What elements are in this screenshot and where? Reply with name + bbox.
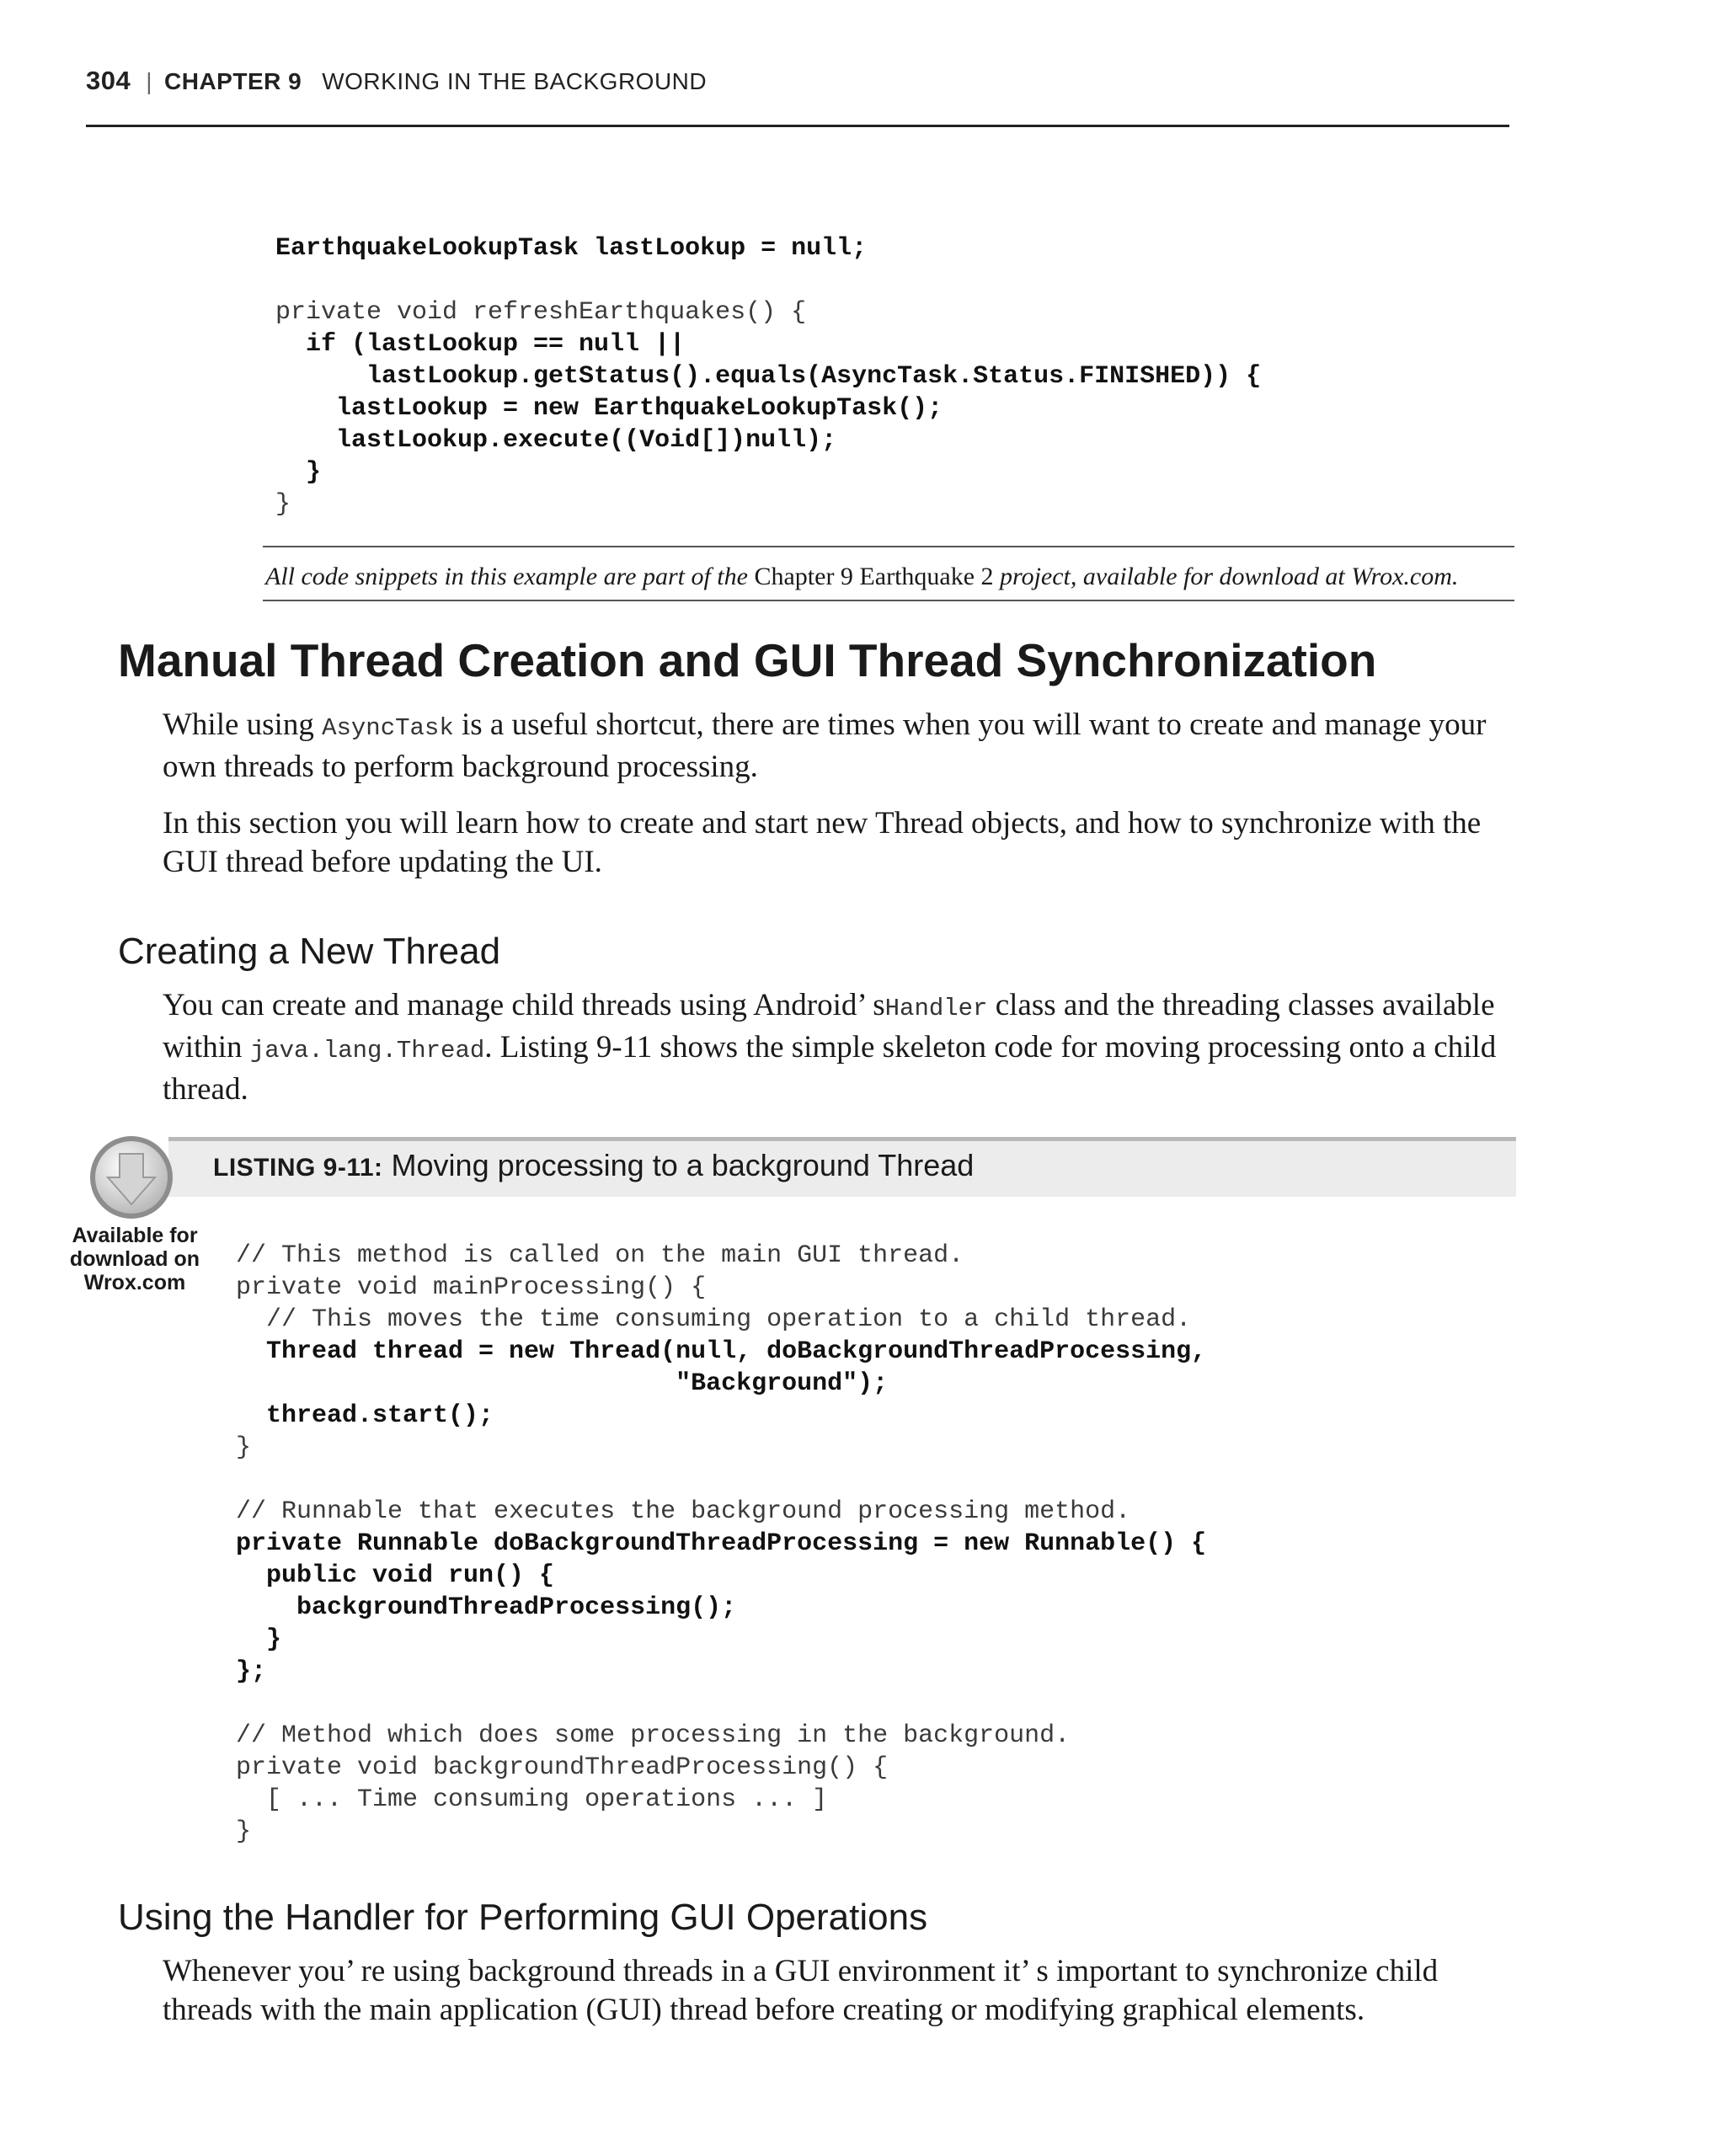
code-line: if (lastLookup == null ||: [275, 330, 686, 359]
page-number: 304: [86, 66, 131, 95]
code-line: private void refreshEarthquakes() {: [275, 298, 807, 327]
code-line: };: [236, 1657, 267, 1686]
listing-title: [213, 1148, 974, 1183]
download-line-2: download on: [69, 1247, 200, 1271]
code-line: // Runnable that executes the background processing method.: [236, 1497, 1131, 1526]
code-line: backgroundThreadProcessing();: [236, 1593, 737, 1622]
code-line: }: [275, 490, 291, 519]
download-arrow-icon: [88, 1134, 175, 1221]
code-line: private Runnable doBackgroundThreadProcessing = new Runnable() {: [236, 1529, 1207, 1558]
download-availability-text: [67, 1224, 202, 1294]
code-line: }: [275, 458, 322, 487]
sub1-code-handler: Handler: [884, 995, 988, 1022]
download-line-1: Available for: [72, 1224, 198, 1247]
download-line-3: Wrox.com: [83, 1271, 186, 1294]
sub1-text-c: . Listing 9-11 shows the simple skeleton code for moving processing onto a child thread.: [163, 1030, 1497, 1107]
code-line: public void run() {: [236, 1561, 555, 1590]
listing-label: LISTING 9-11:: [213, 1154, 383, 1182]
code-line: }: [236, 1817, 252, 1846]
running-header: [86, 66, 707, 96]
note-bottom-rule: [263, 600, 1514, 601]
note-text-italic-2: project, available for download at Wrox.com.: [1000, 563, 1459, 590]
subsection-paragraph-new-thread: [163, 986, 1519, 1109]
listing-caption: Moving processing to a background Thread: [382, 1148, 975, 1182]
section-paragraph-2: In this section you will learn how to create and start new Thread objects, and how to synchronize with the GUI thread before updating the UI.: [163, 806, 1482, 879]
code-line: // This method is called on the main GUI thread.: [236, 1241, 964, 1270]
code-line: EarthquakeLookupTask lastLookup = null;: [275, 234, 868, 263]
note-project-name: Chapter 9 Earthquake 2: [747, 563, 1001, 590]
subsection-heading-new-thread: Creating a New Thread: [118, 931, 501, 972]
p1-code-asynctask: AsyncTask: [322, 714, 454, 742]
code-line: thread.start();: [236, 1401, 494, 1430]
header-rule: [86, 125, 1509, 127]
note-text-italic-1: All code snippets in this example are part of the: [265, 563, 748, 590]
code-line: private void backgroundThreadProcessing() {: [236, 1753, 889, 1782]
subsection-paragraph-handler: Whenever you’ re using background threads in a GUI environment it’ s important to synchronize child threads with the main application (GUI) thread before creating or modifying graphical elements.: [163, 1954, 1439, 2027]
sub1-text-b: class and the threading classes available within: [163, 988, 1495, 1065]
code-block-listing-9-11: [236, 1240, 1206, 1848]
code-line: lastLookup = new EarthquakeLookupTask();: [275, 394, 943, 423]
code-line: }: [236, 1433, 252, 1462]
code-line: // This moves the time consuming operation to a child thread.: [236, 1305, 1192, 1334]
code-line: [ ... Time consuming operations ... ]: [236, 1785, 828, 1814]
code-line: private void mainProcessing() {: [236, 1273, 707, 1302]
code-line: lastLookup.execute((Void[])null);: [275, 426, 837, 455]
p1-text-b: is a useful shortcut, there are times when you will want to create and manage your own threads to perform background processing.: [163, 707, 1487, 784]
code-line: Thread thread = new Thread(null, doBackgroundThreadProcessing,: [236, 1337, 1207, 1366]
sub1-text-a: You can create and manage child threads using Android’ s: [163, 988, 885, 1022]
p1-text-a: While using: [163, 707, 323, 742]
code-line: }: [236, 1625, 282, 1654]
code-block-refresh: [275, 232, 1261, 520]
code-line: "Background");: [236, 1369, 889, 1398]
chapter-label: CHAPTER 9: [164, 68, 302, 94]
section-paragraph-1: [163, 706, 1519, 787]
sub1-code-java-lang-thread: java.lang.Thread: [249, 1037, 485, 1065]
section-heading: Manual Thread Creation and GUI Thread Synchronization: [118, 634, 1377, 686]
note-top-rule: [263, 546, 1514, 547]
code-line: // Method which does some processing in the background.: [236, 1721, 1071, 1750]
subsection-heading-handler: Using the Handler for Performing GUI Operations: [118, 1897, 928, 1938]
code-line: lastLookup.getStatus().equals(AsyncTask.Status.FINISHED)) {: [275, 362, 1262, 391]
chapter-title: WORKING IN THE BACKGROUND: [322, 68, 708, 94]
download-note: [265, 560, 1512, 594]
header-separator: |: [146, 68, 153, 94]
